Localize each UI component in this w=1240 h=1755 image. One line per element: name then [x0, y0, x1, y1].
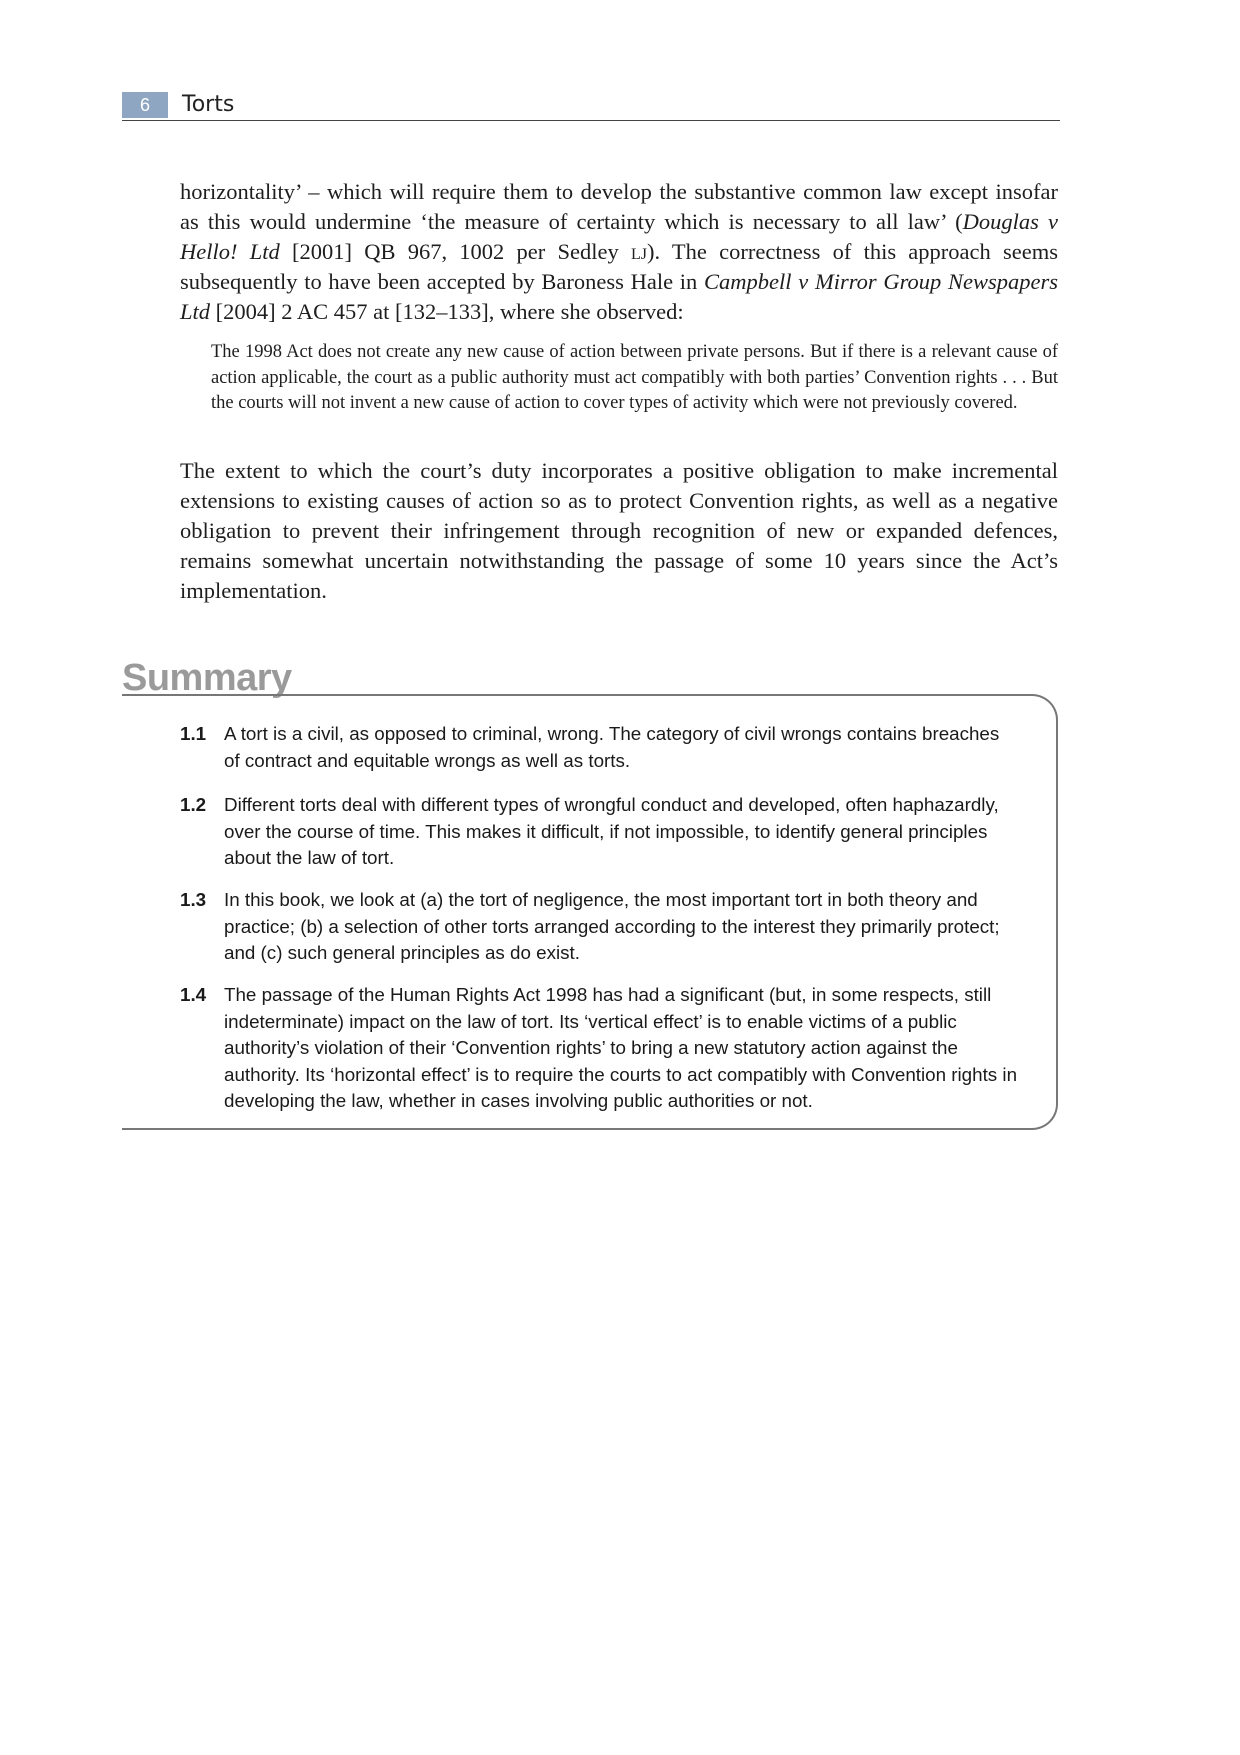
summary-item: [180, 792, 1020, 872]
page-number: 6: [122, 92, 168, 118]
summary-item-text: The passage of the Human Rights Act 1998 has had a significant (but, in some respects, still indeterminate) impact on the law of tort. Its ‘vertical effect’ is to enable victims of a public authority’s violation of their ‘Convention rights’ to bring a new statutory action against the authority. Its ‘horizontal effect’ is to require the courts to act compatibly with Convention rights in developing the law, whether in cases involving public authorities or not.: [224, 984, 1018, 1111]
case-citation: Douglas v Hello! Ltd: [180, 209, 1058, 264]
summary-title: Summary: [122, 657, 292, 699]
summary-item: [180, 982, 1020, 1115]
summary-item-number: 1.2: [180, 794, 207, 815]
summary-item-number: 1.1: [180, 723, 207, 744]
judge-abbreviation: lj: [630, 239, 647, 264]
running-head: Torts: [182, 92, 235, 117]
paragraph-text: ). The correctness of this approach seems subsequently to have been accepted by Baroness Hale in: [180, 239, 1058, 294]
summary-item: [180, 887, 1020, 967]
paragraph: The extent to which the court’s duty incorporates a positive obligation to make incremental extensions to existing causes of action so as to protect Convention rights, as well as a negative obligation to prevent their infringement through recognition of new or expanded defences, remains somewhat uncertain notwithstanding the passage of some 10 years since the Act’s implementation.: [180, 458, 1058, 603]
summary-item-text: In this book, we look at (a) the tort of negligence, the most important tort in both theory and practice; (b) a selection of other torts arranged according to the interest they primarily protect; and (c) such general principles as do exist.: [224, 889, 1000, 963]
block-quote: The 1998 Act does not create any new cause of action between private persons. But if there is a relevant cause of action applicable, the court as a public authority must act compatibly with both parties’ Convention rights . . . But the courts will not invent a new cause of action to cover types of activity which were not previously covered.: [211, 342, 1058, 413]
summary-item-number: 1.4: [180, 984, 207, 1005]
paragraph-continuation: [180, 177, 1058, 327]
summary-item-number: 1.3: [180, 889, 207, 910]
paragraph-text: [2001] QB 967, 1002 per Sedley: [279, 239, 631, 264]
case-citation: Campbell v Mirror Group Newspapers Ltd: [180, 269, 1058, 324]
paragraph-text: horizontality’ – which will require them to develop the substantive common law except insofar as this would undermine ‘the measure of certainty which is necessary to all law’ (: [180, 179, 1058, 234]
summary-item-text: Different torts deal with different types of wrongful conduct and developed, often haphazardly, over the course of time. This makes it difficult, if not impossible, to identify general principles about the law of tort.: [224, 794, 999, 868]
paragraph-text: [2004] 2 AC 457 at [132–133], where she observed:: [210, 299, 684, 324]
page-header: [122, 90, 1060, 121]
summary-item-text: A tort is a civil, as opposed to criminal, wrong. The category of civil wrongs contains breaches of contract and equitable wrongs as well as torts.: [224, 723, 1000, 771]
summary-item: [180, 721, 1020, 774]
